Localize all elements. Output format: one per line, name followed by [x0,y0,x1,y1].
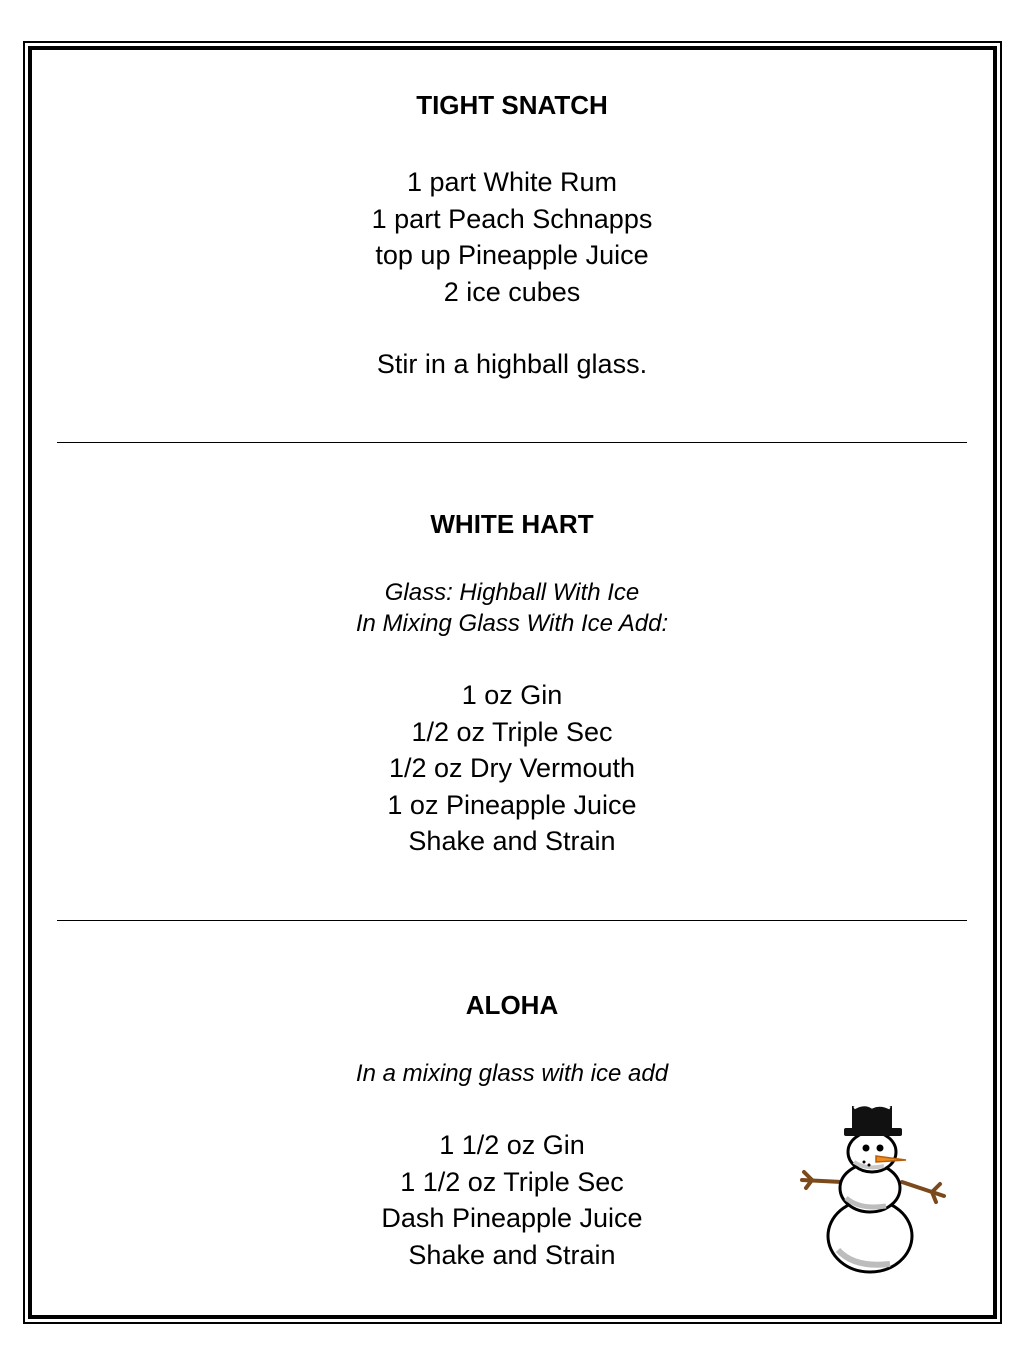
ingredient-line: Dash Pineapple Juice [381,1203,643,1233]
recipe-white-hart [60,509,964,860]
recipe-note: In a mixing glass with ice add [355,1060,669,1087]
ingredient-list [60,164,964,310]
ingredient-line: 1 1/2 oz Triple Sec [400,1166,624,1197]
ingredient-line: 1 part White Rum [406,167,618,197]
ingredient-line: Shake and Strain [408,1239,616,1270]
recipe-title: ALOHA [465,990,559,1020]
recipe-title: TIGHT SNATCH [416,90,608,120]
ingredient-line: 1 oz Gin [461,680,563,710]
ingredient-list [60,677,964,860]
ingredient-line: 2 ice cubes [443,276,581,307]
recipe-note: Glass: Highball With Ice [384,579,640,606]
recipe-title: WHITE HART [430,509,594,539]
snowman-icon [794,1100,954,1276]
recipe-notes [60,1058,964,1089]
recipe-tight-snatch [60,90,964,383]
recipe-note: In Mixing Glass With Ice Add: [355,610,669,637]
ingredient-line: 1 part Peach Schnapps [371,203,653,234]
section-divider [57,920,967,921]
ingredient-line: 1 1/2 oz Gin [439,1130,585,1160]
section-divider [57,442,967,443]
ingredient-line: 1/2 oz Triple Sec [411,716,613,747]
ingredient-line: top up Pineapple Juice [375,240,649,270]
ingredient-line: 1 oz Pineapple Juice [387,789,637,820]
ingredient-line: 1/2 oz Dry Vermouth [388,753,636,783]
recipe-instruction: Stir in a highball glass. [376,349,648,379]
ingredient-line: Shake and Strain [408,826,616,856]
recipe-notes [60,577,964,639]
